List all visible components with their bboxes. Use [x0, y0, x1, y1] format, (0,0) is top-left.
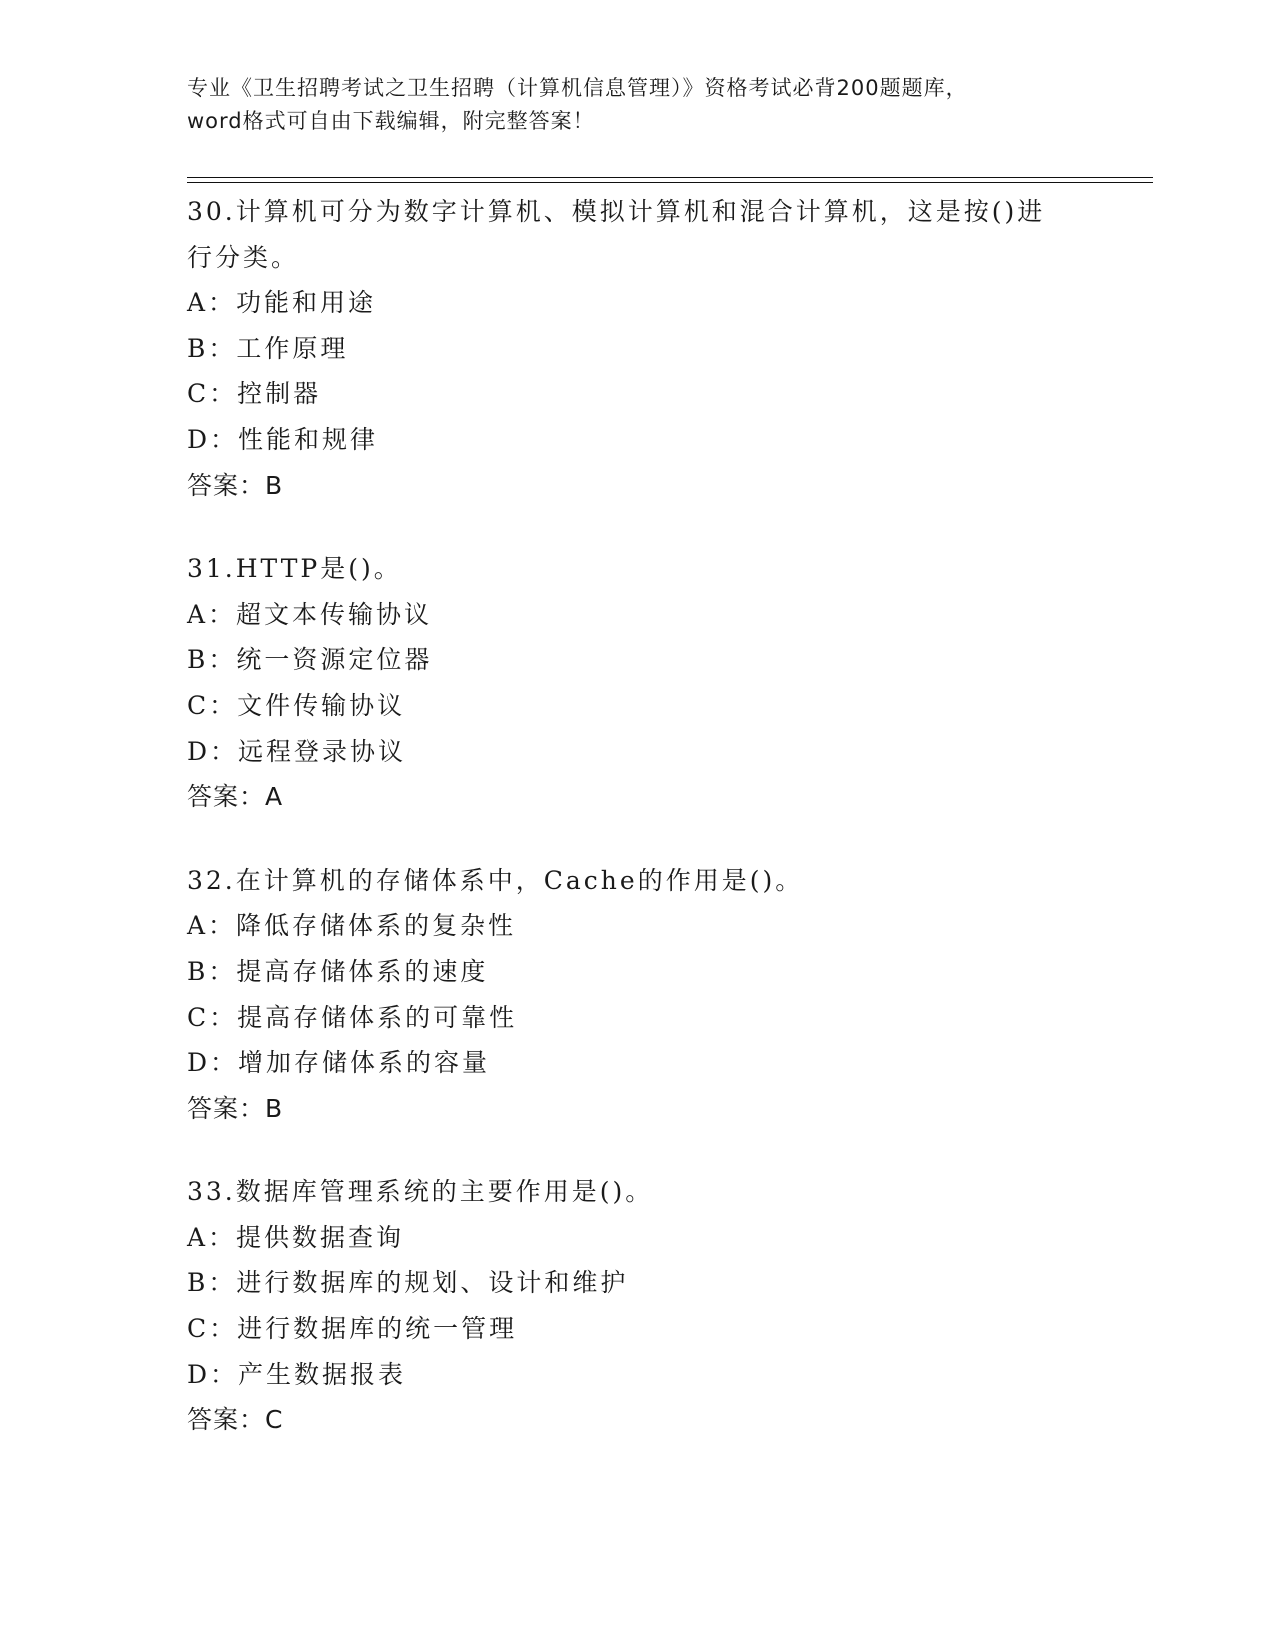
answer-key: 答案：B	[187, 1093, 284, 1123]
header-title-line-2: word格式可自由下载编辑，附完整答案！	[187, 109, 595, 133]
header-divider-bottom	[187, 182, 1153, 183]
question-list	[187, 189, 1087, 1481]
question-stem-continued: 行分类。	[187, 242, 300, 272]
option-d: D：增加存储体系的容量	[187, 1048, 491, 1078]
option-b: B：工作原理	[187, 333, 349, 363]
question-stem: 32.在计算机的存储体系中，Cache的作用是()。	[187, 865, 804, 895]
option-a: A：降低存储体系的复杂性	[187, 911, 517, 941]
answer-key: 答案：B	[187, 470, 284, 500]
answer-key: 答案：C	[187, 1405, 284, 1435]
option-c: C：进行数据库的统一管理	[187, 1314, 518, 1344]
option-d: D：产生数据报表	[187, 1359, 407, 1389]
option-b: B：进行数据库的规划、设计和维护	[187, 1268, 629, 1298]
question-item	[187, 1169, 1087, 1443]
option-a: A：超文本传输协议	[187, 599, 433, 629]
option-c: C：提高存储体系的可靠性	[187, 1002, 518, 1032]
option-d: D：性能和规律	[187, 424, 379, 454]
header-title-line-1: 专业《卫生招聘考试之卫生招聘（计算机信息管理）》资格考试必背200题题库，	[187, 76, 968, 100]
answer-key: 答案：A	[187, 782, 284, 812]
header-divider-top	[187, 177, 1153, 178]
question-item	[187, 858, 1087, 1132]
document-header	[187, 72, 1087, 138]
question-item	[187, 189, 1087, 508]
option-a: A：提供数据查询	[187, 1222, 405, 1252]
option-b: B：统一资源定位器	[187, 645, 433, 675]
option-a: A：功能和用途	[187, 288, 377, 318]
option-d: D：远程登录协议	[187, 736, 407, 766]
option-c: C：文件传输协议	[187, 690, 406, 720]
option-b: B：提高存储体系的速度	[187, 956, 489, 986]
option-c: C：控制器	[187, 379, 322, 409]
question-stem: 31.HTTP是()。	[187, 554, 402, 584]
question-stem: 30.计算机可分为数字计算机、模拟计算机和混合计算机，这是按()进	[187, 197, 1046, 226]
question-item	[187, 546, 1087, 820]
question-stem: 33.数据库管理系统的主要作用是()。	[187, 1177, 654, 1207]
